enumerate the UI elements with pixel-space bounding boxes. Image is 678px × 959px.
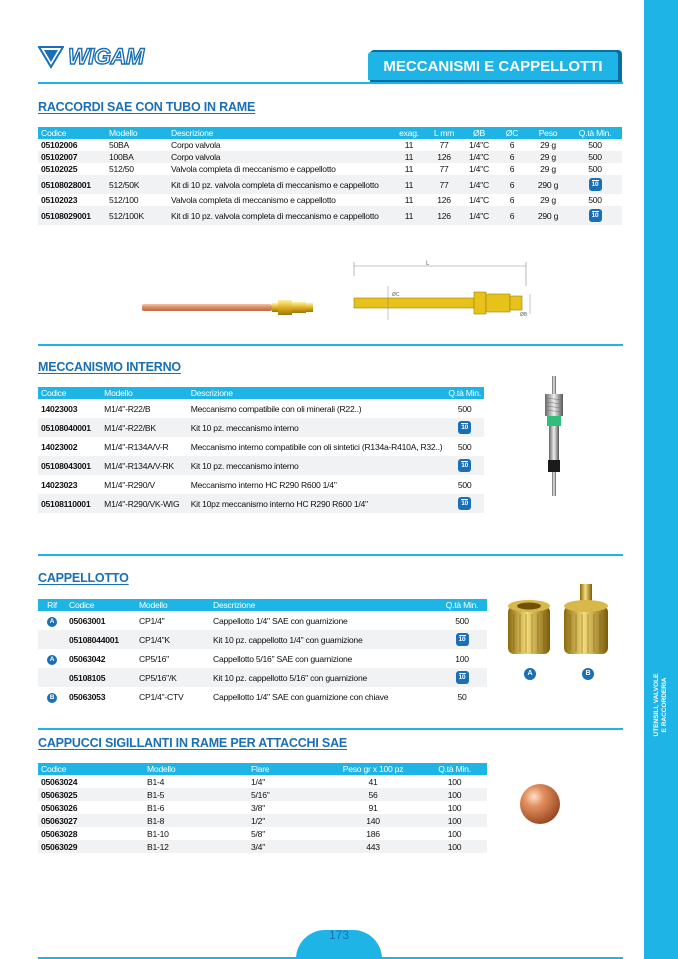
cell-peso: 186 xyxy=(366,828,380,839)
table-row xyxy=(38,194,622,206)
brand-name: WIGAM xyxy=(68,44,144,69)
cell-qta: 100 xyxy=(447,828,462,839)
section-rule xyxy=(38,728,623,730)
cell-descrizione: Kit 10pz meccanismo interno HC R290 R600 1/4" xyxy=(190,498,368,509)
col-l: L mm xyxy=(433,128,455,138)
cell-codice: 05063028 xyxy=(41,828,78,839)
section-rule xyxy=(38,344,623,346)
table-row xyxy=(38,139,622,151)
kit-10-badge-icon: 10 xyxy=(456,671,469,684)
cell-exag: 11 xyxy=(404,164,414,174)
cell-codice: 14023003 xyxy=(41,403,78,414)
brass-caps-image xyxy=(500,578,616,668)
diagram-length-label: L xyxy=(426,261,430,267)
raccordi-header-row xyxy=(38,127,622,139)
cell-peso: 41 xyxy=(368,776,378,787)
cell-peso: 140 xyxy=(366,815,380,826)
cell-modello: B1-10 xyxy=(147,828,169,839)
cell-modello: B1-12 xyxy=(147,841,169,852)
cell-b: 1/4"C xyxy=(469,210,489,221)
cell-qta: 500 xyxy=(588,140,602,150)
section-rule xyxy=(38,554,623,556)
table-row xyxy=(38,206,622,225)
cell-modello: 512/50 xyxy=(109,164,134,174)
col-exag: exag. xyxy=(399,128,419,138)
cell-codice: 05063042 xyxy=(69,653,106,664)
cell-rif xyxy=(38,687,66,706)
table-row xyxy=(38,788,487,801)
cell-modello: M1/4"-R290/VK-WIG xyxy=(104,498,180,509)
copper-tube-image xyxy=(140,294,320,324)
cell-codice: 05108028001 xyxy=(41,179,91,190)
cell-codice: 05063026 xyxy=(41,802,78,813)
cell-codice: 05063001 xyxy=(69,615,106,626)
cappellotto-header-row xyxy=(38,599,487,611)
cell-codice: 05102025 xyxy=(41,164,78,174)
cell-qta: 500 xyxy=(457,479,472,490)
cell-modello: 100BA xyxy=(109,152,134,162)
cell-descrizione: Corpo valvola xyxy=(171,140,221,150)
cell-c: 6 xyxy=(509,140,515,150)
cell-peso: 29 g xyxy=(540,140,556,150)
cell-peso: 29 g xyxy=(540,164,556,174)
cell-c: 6 xyxy=(509,152,515,162)
cell-modello: CP1/4"-CTV xyxy=(139,691,184,702)
cell-descrizione: Kit di 10 pz. valvola completa di meccanismo e cappellotto xyxy=(171,210,379,221)
table-row xyxy=(38,437,484,456)
cell-codice: 05108044001 xyxy=(69,634,119,645)
cell-codice: 05063025 xyxy=(41,789,78,800)
kit-10-badge-icon: 10 xyxy=(589,209,602,222)
cell-flare: 5/16" xyxy=(251,789,270,800)
col-c: ØC xyxy=(505,128,519,138)
wigam-logo-icon xyxy=(38,45,64,69)
diagram-c-label: ØC xyxy=(392,292,400,298)
cell-flare: 1/2" xyxy=(251,815,265,826)
cell-descrizione: Kit di 10 pz. valvola completa di meccanismo e cappellotto xyxy=(171,179,379,190)
cell-peso: 56 xyxy=(368,789,378,800)
cell-b: 1/4"C xyxy=(469,152,489,162)
cappellotto-table xyxy=(38,599,487,706)
cell-b: 1/4"C xyxy=(469,164,489,174)
cell-descrizione: Kit 10 pz. cappellotto 1/4" con guarnizione xyxy=(213,634,363,645)
table-row xyxy=(38,801,487,814)
kit-10-badge-icon: 10 xyxy=(589,178,602,191)
table-row xyxy=(38,630,487,649)
col-flare: Flare xyxy=(251,764,270,774)
image-label-a: A xyxy=(524,668,536,680)
cell-descrizione: Kit 10 pz. meccanismo interno xyxy=(190,422,299,433)
cell-codice: 05108040001 xyxy=(41,422,91,433)
col-codice: Codice xyxy=(69,600,95,610)
cell-descrizione: Meccanismo compatibile con oli minerali (R22..) xyxy=(190,403,362,414)
cell-qta xyxy=(445,494,484,513)
cell-modello: B1-4 xyxy=(147,776,165,787)
cell-flare: 1/4" xyxy=(251,776,265,787)
sidebar-label xyxy=(646,650,676,760)
page-title: MECCANISMI E CAPPELLOTTI xyxy=(368,52,618,80)
table-row xyxy=(38,399,484,418)
cell-modello: 512/50K xyxy=(109,179,140,190)
section-title-cappucci: CAPPUCCI SIGILLANTI IN RAME PER ATTACCHI SAE xyxy=(38,736,348,750)
table-row xyxy=(38,151,622,163)
sidebar-line2: E RACCORDERIA xyxy=(661,677,668,733)
table-row xyxy=(38,649,487,668)
rif-marker-icon: B xyxy=(47,693,57,703)
cell-qta: 100 xyxy=(447,776,462,787)
cell-codice: 05108110001 xyxy=(41,498,91,509)
table-row xyxy=(38,775,487,788)
cell-exag: 11 xyxy=(404,140,414,150)
cell-descrizione: Meccanismo interno HC R290 R600 1/4" xyxy=(190,479,337,490)
image-label-b: B xyxy=(582,668,594,680)
cell-qta: 100 xyxy=(447,841,462,852)
cell-modello: M1/4"-R134A/V-R xyxy=(104,441,169,452)
table-row xyxy=(38,687,487,706)
col-descrizione: Descrizione xyxy=(190,388,233,398)
sidebar-line1: UTENSILI, VALVOLE xyxy=(653,673,660,737)
cell-c: 6 xyxy=(509,195,515,205)
cell-peso: 29 g xyxy=(540,152,556,162)
cell-qta: 500 xyxy=(588,195,602,205)
cell-qta: 100 xyxy=(447,789,462,800)
cell-qta xyxy=(445,418,484,437)
col-b: ØB xyxy=(473,128,485,138)
cell-modello: M1/4"-R290/V xyxy=(104,479,155,490)
table-row xyxy=(38,163,622,175)
cell-modello: B1-8 xyxy=(147,815,165,826)
rif-marker-icon: A xyxy=(47,655,57,665)
table-row xyxy=(38,418,484,437)
cell-peso: 443 xyxy=(366,841,380,852)
table-row xyxy=(38,840,487,853)
cell-rif xyxy=(38,611,66,630)
col-codice: Codice xyxy=(41,388,67,398)
section-title-raccordi: RACCORDI SAE CON TUBO IN RAME xyxy=(38,100,256,114)
col-peso: Peso gr x 100 pz xyxy=(342,764,404,774)
cell-codice: 14023023 xyxy=(41,479,78,490)
table-row xyxy=(38,494,484,513)
cell-descrizione: Cappellotto 5/16" SAE con guarnizione xyxy=(213,653,353,664)
col-qta: Q.tà Min. xyxy=(578,128,612,138)
sidebar xyxy=(644,0,678,959)
cappucci-table xyxy=(38,763,487,853)
cell-l: 126 xyxy=(437,210,451,221)
cell-l: 126 xyxy=(437,152,451,162)
section-title-meccanismo: MECCANISMO INTERNO xyxy=(38,360,181,374)
col-qta: Q.tà Min. xyxy=(445,600,479,610)
cell-descrizione: Valvola completa di meccanismo e cappellotto xyxy=(171,195,336,205)
cappucci-header-row xyxy=(38,763,487,775)
cell-qta: 100 xyxy=(447,815,462,826)
cell-codice: 05102023 xyxy=(41,195,78,205)
col-qta: Q.tà Min. xyxy=(438,764,471,774)
cell-descrizione: Kit 10 pz. meccanismo interno xyxy=(190,460,299,471)
table-row xyxy=(38,814,487,827)
cell-codice: 05108043001 xyxy=(41,460,91,471)
cell-qta: 500 xyxy=(457,441,472,452)
cell-rif xyxy=(38,668,66,687)
cell-exag: 11 xyxy=(404,195,414,205)
cell-qta: 500 xyxy=(588,152,602,162)
cell-exag: 11 xyxy=(404,179,414,190)
cell-qta: 500 xyxy=(455,615,469,626)
cell-codice: 05063029 xyxy=(41,841,78,852)
cell-peso: 91 xyxy=(368,802,378,813)
section-title-cappellotto: CAPPELLOTTO xyxy=(38,571,129,585)
col-rif: Rif xyxy=(47,600,57,610)
cell-qta xyxy=(568,175,622,194)
cell-descrizione: Meccanismo interno compatibile con oli sintetici (R134a-R410A, R32..) xyxy=(190,441,443,452)
cell-codice: 05063024 xyxy=(41,776,78,787)
kit-10-badge-icon: 10 xyxy=(458,421,471,434)
table-row xyxy=(38,668,487,687)
cell-descrizione: Corpo valvola xyxy=(171,152,221,162)
cell-flare: 3/8" xyxy=(251,802,265,813)
cell-qta xyxy=(437,630,487,649)
cell-l: 77 xyxy=(439,164,449,174)
col-descrizione: Descrizione xyxy=(213,600,256,610)
cell-codice: 05108105 xyxy=(69,672,106,683)
valve-core-image xyxy=(536,374,572,500)
cell-descrizione: Cappellotto 1/4" SAE con guarnizione con chiave xyxy=(213,691,389,702)
col-peso: Peso xyxy=(538,128,558,138)
cell-l: 77 xyxy=(439,140,449,150)
rif-marker-icon: A xyxy=(47,617,57,627)
dimension-diagram xyxy=(340,256,540,336)
cell-modello: CP1/4" xyxy=(139,615,165,626)
cell-flare: 5/8" xyxy=(251,828,265,839)
cell-codice: 05108029001 xyxy=(41,210,91,221)
cell-modello: 512/100K xyxy=(109,210,144,221)
cell-modello: 512/100 xyxy=(109,195,139,205)
cell-qta: 100 xyxy=(455,653,469,664)
meccanismo-header-row xyxy=(38,387,484,399)
cell-c: 6 xyxy=(509,164,515,174)
cell-c: 6 xyxy=(509,210,515,221)
cell-descrizione: Kit 10 pz. cappellotto 5/16" con guarnizione xyxy=(213,672,368,683)
cell-exag: 11 xyxy=(404,210,414,221)
cell-peso: 29 g xyxy=(540,195,556,205)
page-number: 173 xyxy=(328,928,350,942)
table-row xyxy=(38,611,487,630)
cell-qta xyxy=(568,206,622,225)
cell-exag: 11 xyxy=(404,152,414,162)
cell-modello: CP5/16"/K xyxy=(139,672,177,683)
cell-qta: 500 xyxy=(588,164,602,174)
copper-cap-image xyxy=(518,782,562,826)
col-codice: Codice xyxy=(41,128,67,138)
cell-modello: CP1/4"K xyxy=(139,634,170,645)
cell-codice: 05063027 xyxy=(41,815,78,826)
cell-qta xyxy=(445,456,484,475)
table-row xyxy=(38,456,484,475)
cell-codice: 05102007 xyxy=(41,152,78,162)
col-descrizione: Descrizione xyxy=(171,128,214,138)
cell-b: 1/4"C xyxy=(469,179,489,190)
page-number-tab xyxy=(296,930,382,959)
cell-qta xyxy=(437,668,487,687)
kit-10-badge-icon: 10 xyxy=(458,459,471,472)
cell-codice: 05102006 xyxy=(41,140,78,150)
brand-logo xyxy=(38,44,144,70)
cell-peso: 290 g xyxy=(537,179,559,190)
kit-10-badge-icon: 10 xyxy=(456,633,469,646)
cell-b: 1/4"C xyxy=(469,140,489,150)
cell-c: 6 xyxy=(509,179,515,190)
cell-modello: CP5/16" xyxy=(139,653,169,664)
cell-peso: 290 g xyxy=(537,210,559,221)
cell-modello: B1-5 xyxy=(147,789,165,800)
cell-flare: 3/4" xyxy=(251,841,265,852)
cell-rif xyxy=(38,649,66,668)
cell-qta: 500 xyxy=(457,403,472,414)
col-codice: Codice xyxy=(41,764,67,774)
cell-qta: 50 xyxy=(457,691,467,702)
cell-descrizione: Valvola completa di meccanismo e cappellotto xyxy=(171,164,336,174)
table-row xyxy=(38,827,487,840)
cell-descrizione: Cappellotto 1/4" SAE con guarnizione xyxy=(213,615,348,626)
cell-modello: M1/4"-R22/B xyxy=(104,403,151,414)
cell-l: 126 xyxy=(437,195,451,205)
header-rule xyxy=(38,82,623,84)
meccanismo-table xyxy=(38,387,484,513)
kit-10-badge-icon: 10 xyxy=(458,497,471,510)
cell-modello: B1-6 xyxy=(147,802,165,813)
cell-qta: 100 xyxy=(447,802,462,813)
col-modello: Modello xyxy=(139,600,168,610)
col-modello: Modello xyxy=(109,128,138,138)
cell-b: 1/4"C xyxy=(469,195,489,205)
raccordi-table xyxy=(38,127,622,225)
table-row xyxy=(38,175,622,194)
cell-l: 77 xyxy=(439,179,449,190)
cell-rif xyxy=(38,630,66,649)
table-row xyxy=(38,475,484,494)
diagram-b-label: ØB xyxy=(520,312,528,318)
cell-codice: 14023002 xyxy=(41,441,78,452)
cell-codice: 05063053 xyxy=(69,691,106,702)
cell-modello: 50BA xyxy=(109,140,130,150)
col-modello: Modello xyxy=(104,388,133,398)
cell-modello: M1/4"-R134A/V-RK xyxy=(104,460,174,471)
col-qta: Q.tà Min. xyxy=(448,388,481,398)
cell-modello: M1/4"-R22/BK xyxy=(104,422,156,433)
col-modello: Modello xyxy=(147,764,176,774)
